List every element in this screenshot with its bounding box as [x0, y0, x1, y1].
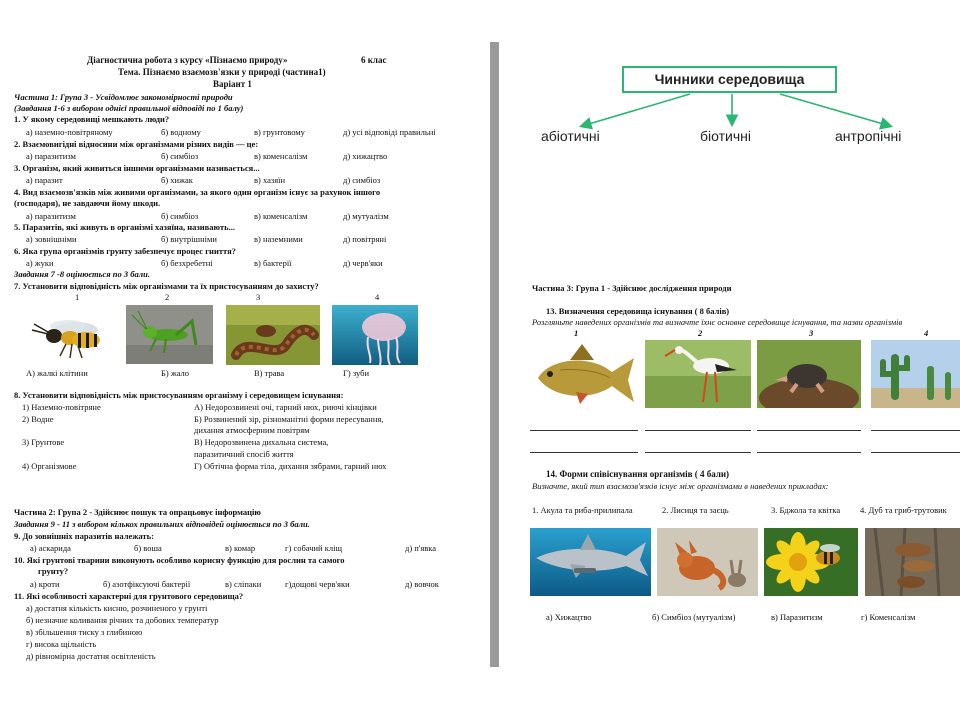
question-5: 5. Паразитів, які живуть в організмі хазяїна, називають... [14, 222, 235, 232]
page-divider [490, 42, 499, 667]
q11-option: г) висока щільність [26, 639, 97, 649]
arrow-anthropic [780, 94, 890, 126]
part2-task: Завдання 9 - 11 з вибором кількох правильних відповідей оцінюється по 3 бали. [14, 519, 310, 529]
fox-hare-image [657, 528, 758, 596]
task-7-8-note: Завдання 7 -8 оцінюється по 3 бали. [14, 269, 150, 279]
q8-left-item: 1) Наземно-повітряне [22, 402, 101, 412]
question-3: 3. Організм, який живиться іншими організмами називається... [14, 163, 260, 173]
factor-biotic: біотичні [700, 128, 751, 144]
q10-option: г)дощові черв'яки [285, 579, 350, 589]
q3-option: б) хижак [161, 175, 193, 185]
q6-option: б) безхребетні [161, 258, 213, 268]
stork-image [645, 340, 751, 408]
question-7: 7. Установити відповідність між організмами та їх пристосуванням до захисту? [14, 281, 319, 291]
factor-abiotic: абіотичні [541, 128, 600, 144]
q7-number: 3 [256, 292, 261, 302]
answer-line-1[interactable] [530, 430, 638, 431]
q5-option: а) зовнішніми [26, 234, 77, 244]
q8-right-item: паразитичний спосіб життя [194, 449, 294, 459]
q8-right-item: Б) Розвинений зір, різноманітні форми пересування, [194, 414, 384, 424]
answer-line-8[interactable] [871, 452, 960, 453]
wasp-image [26, 306, 110, 361]
doc-header-title: Діагностична робота з курсу «Пізнаємо природу» [87, 55, 288, 65]
question-8: 8. Установити відповідність між пристосуванням організму і середовищем існування: [14, 390, 344, 400]
q5-option: в) наземними [254, 234, 303, 244]
q9-option: д) п'явка [405, 543, 437, 553]
question-13: 13. Визначення середовища існування ( 8 балів) [546, 306, 730, 316]
q13-number: 4 [924, 328, 929, 338]
part1-heading: Частина 1: Група 3 - Усвідомлює закономірності природи [14, 92, 233, 102]
doc-variant: Варіант 1 [213, 79, 252, 89]
q14-option: в) Паразитизм [771, 612, 823, 622]
question-4: 4. Вид взаємозв'язків між живими організмами, за якого один організм існує за рахунок іншого [14, 187, 381, 197]
question-2: 2. Взаємовигідні відносини між організмами різних видів — це: [14, 139, 259, 149]
question-6: 6. Яка група організмів грунту забезпечує процес гниття? [14, 246, 236, 256]
q3-option: д) симбіоз [343, 175, 381, 185]
part1-task: (Завдання 1-6 з вибором однієї правильної відповіді по 1 балу) [14, 103, 244, 113]
q8-right-item: В) Недорозвинена дихальна система, [194, 437, 329, 447]
q8-right-item: Г) Обтічна форма тіла, дихання зябрами, гарний нюх [194, 461, 387, 471]
q14-pair: 3. Бджола та квітка [771, 505, 841, 515]
question-4-cont: (господаря), не завдаючи йому шкоди. [14, 198, 161, 208]
answer-line-7[interactable] [757, 452, 861, 453]
answer-line-2[interactable] [645, 430, 751, 431]
jellyfish-image [332, 305, 418, 365]
q10-option: а) кроти [30, 579, 60, 589]
arrow-abiotic [582, 94, 690, 126]
answer-line-6[interactable] [645, 452, 751, 453]
q11-option: д) рівномірна достатня освітленість [26, 651, 156, 661]
q2-option: б) симбіоз [161, 151, 199, 161]
q3-option: а) паразит [26, 175, 63, 185]
question-14-task: Визначте, який тип взаємозв'язків існує між організмами в наведених прикладах: [532, 481, 829, 491]
q6-option: д) черв'яки [343, 258, 383, 268]
q1-option: а) наземно-повітряному [26, 127, 113, 137]
q7-option: А) жалкі клітини [26, 368, 88, 378]
q4-option: а) паразитизм [26, 211, 76, 221]
q6-option: в) бактерії [254, 258, 292, 268]
q8-right-item: А) Недорозвинені очі, гарний нюх, риючі кінцівки [194, 402, 377, 412]
q8-left-item: 3) Грунтове [22, 437, 65, 447]
q5-option: б) внутрішніми [161, 234, 217, 244]
q14-pair: 1. Акула та риба-прилипала [532, 505, 633, 515]
q2-option: а) паразитизм [26, 151, 76, 161]
q1-option: б) водному [161, 127, 201, 137]
q7-option: В) трава [254, 368, 285, 378]
shark-image [530, 528, 651, 596]
answer-line-4[interactable] [871, 430, 960, 431]
q9-option: г) собачий кліщ [285, 543, 342, 553]
q7-number: 1 [75, 292, 80, 302]
question-10-cont: грунту? [38, 566, 69, 576]
q7-number: 2 [165, 292, 170, 302]
factor-anthropic: антропічні [835, 128, 902, 144]
q7-option: Г) зуби [343, 368, 370, 378]
q13-number: 2 [698, 328, 703, 338]
q4-option: д) мутуалізм [343, 211, 389, 221]
q11-option: в) збільшення тиску з глибиною [26, 627, 143, 637]
q1-option: в) грунтовому [254, 127, 305, 137]
diagram-arrows [560, 92, 940, 132]
question-9: 9. До зовнішніх паразитів належать: [14, 531, 154, 541]
snake-image [226, 305, 320, 365]
q3-option: в) хазяїн [254, 175, 286, 185]
oak-fungus-image [865, 528, 960, 596]
q9-option: б) воша [134, 543, 162, 553]
mole-image [757, 340, 861, 408]
q8-left-item: 4) Організмове [22, 461, 77, 471]
q10-option: д) вовчок [405, 579, 439, 589]
question-1: 1. У якому середовищі мешкають люди? [14, 114, 170, 124]
q14-option: б) Симбіоз (мутуалізм) [652, 612, 736, 622]
answer-line-3[interactable] [757, 430, 861, 431]
q10-option: б) азотфіксуючі бактерії [103, 579, 191, 589]
grasshopper-image [126, 305, 213, 364]
q7-number: 4 [375, 292, 380, 302]
q5-option: д) повітряні [343, 234, 387, 244]
question-11: 11. Які особливості характерні для грунтового середовища? [14, 591, 244, 601]
q1-option: д) усі відповіді правильні [343, 127, 436, 137]
q7-option: Б) жало [161, 368, 190, 378]
fish-image [530, 340, 638, 410]
answer-line-5[interactable] [530, 452, 638, 453]
q13-number: 1 [574, 328, 579, 338]
q13-number: 3 [809, 328, 814, 338]
q11-option: б) незначне коливання річних та добових температур [26, 615, 219, 625]
q8-left-item: 2) Водне [22, 414, 54, 424]
q4-option: в) коменсалізм [254, 211, 308, 221]
q9-option: а) аскарида [30, 543, 71, 553]
doc-topic: Тема. Пізнаємо взаємозв'язки у природі (частина1) [118, 67, 326, 77]
q2-option: д) хижацтво [343, 151, 388, 161]
q9-option: в) комар [225, 543, 256, 553]
cactus-image [871, 340, 960, 408]
q14-pair: 4. Дуб та гриб-трутовик [860, 505, 947, 515]
q2-option: в) коменсалізм [254, 151, 308, 161]
q14-option: г) Коменсалізм [861, 612, 916, 622]
bee-flower-image [764, 528, 858, 596]
diagram-title: Чинники середовища [622, 66, 837, 93]
doc-grade: 6 клас [361, 55, 387, 65]
q10-option: в) сліпаки [225, 579, 262, 589]
part3-heading: Частина 3: Група 1 - Здійснює дослідження природи [532, 283, 732, 293]
q11-option: а) достатня кількість кисню, розчиненого у грунті [26, 603, 208, 613]
q4-option: б) симбіоз [161, 211, 199, 221]
question-14: 14. Форми співіснування організмів ( 4 бали) [546, 469, 730, 479]
part2-heading: Частина 2: Група 2 - Здійснює пошук та опрацьовує інформацію [14, 507, 261, 517]
q14-pair: 2. Лисиця та заєць [662, 505, 729, 515]
q6-option: а) жуки [26, 258, 54, 268]
question-13-task: Розгляньте наведених організмів та визначте їхнє основне середовище існування, та назви організмів [532, 317, 903, 327]
q8-right-item: дихання атмосферним повітрям [194, 425, 310, 435]
question-10: 10. Які грунтові тварини виконують особливо корисну функцію для рослин та самого [14, 555, 345, 565]
q14-option: а) Хижацтво [546, 612, 592, 622]
